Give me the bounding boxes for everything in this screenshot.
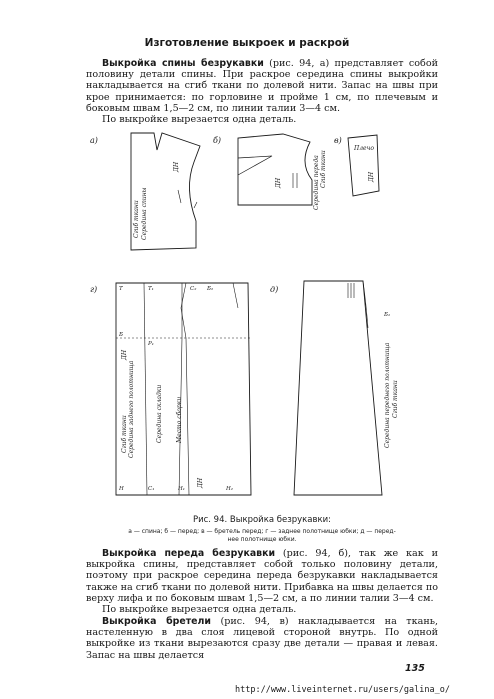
figure-caption-line2: нее полотнище юбки. [227,536,297,543]
pt-P1: Р₁ [148,341,154,347]
d-sgib-tkani: Сгиб ткани [121,415,128,453]
pattern-drawings [86,128,438,511]
d-seredina-skladki: Середина складки [156,384,163,443]
fig-label-d: г) [90,285,98,294]
c-plecho: Плечо [354,145,374,152]
figure-94 [86,128,438,511]
d-dn-2: ДН [197,477,204,488]
back-skirt-outline [116,283,251,495]
e-sgib-tkani: Сгиб ткани [392,380,399,418]
front-pattern-outline [238,134,312,205]
pt-T: Т [119,286,123,292]
paragraph-front-pattern [86,548,438,604]
paragraph-text: (рис. 94, в) накладывается на ткань, настеленную в два слоя лицевой стороной внутрь. По одной выкройке из ткани вырезаются сразу две детали — правая и левая. Запас на швы делается [86,616,438,661]
front-skirt-outline [294,281,382,495]
b-seredina-pereda: Середина переда [313,155,320,210]
figure-caption-line1: а — спина; б — перед; в — бретель перед; г — заднее полотнище юбки; д — перед- [128,528,396,535]
b-dn: ДН [275,177,282,188]
a-sgib-tkani: Сгиб ткани [133,200,140,238]
pt-T1: Т₁ [148,286,154,292]
paragraph-text: (рис. 94, а) представляет собой половину детали спины. При раскрое середина спины выкройки накладывается на сгиб ткани по долевой нити. Запас на швы при крое принимается: по горловине и пройме 1 см, по плечевым и боковым швам 1,5—2 см, по линии талии 3—4 см. [86,58,438,114]
fig-label-b: б) [213,136,222,145]
e-seredina-perednego: Середина переднего полотнища [384,342,391,448]
b-sgib-tkani: Сгиб ткани [320,150,327,188]
running-header: Изготовление выкроек и раскрой [144,37,350,49]
source-url[interactable]: http://www.liveinternet.ru/users/galina_o/ [235,685,450,695]
page-number: 135 [405,663,425,674]
pt-B2: Б₂ [207,286,214,292]
fig-label-a: а) [90,136,98,145]
paragraph-strap-pattern [86,616,438,661]
a-dn: ДН [173,161,180,172]
a-seredina-spiny: Середина спины [141,187,148,240]
paragraph-text: (рис. 94, б), так же как и выкройка спины, представляет собой только половину детали, поэтому при раскрое середина переда безрукавки накладывается также на сгиб ткани по долевой нити. Прибавка на швы делается по верху лифа и по боковым швам 1,5—2 см, а по линии талии 3—4 см. [86,548,438,604]
d-mesto-sborki: Место сборки [176,396,183,443]
pt-C2: С₂ [190,286,197,292]
pt-C1: С₁ [148,486,155,492]
pt-H: Н [119,486,124,492]
fig-label-e: д) [270,285,279,294]
paragraph-bold-lead: Выкройка бретели [102,616,211,627]
figure-caption-title: Рис. 94. Выкройка безрукавки: [192,515,332,525]
c-dn: ДН [368,171,375,182]
pt-H1: Н₁ [178,486,186,492]
d-dn: ДН [121,349,128,360]
paragraph-one-piece-2: По выкройке вырезается одна деталь. [102,604,297,615]
pt-B: Б [119,332,124,338]
paragraph-bold-lead: Выкройка переда безрукавки [102,548,276,559]
d-seredina-zadnego: Середина заднего полотнища [128,360,135,458]
paragraph-one-piece: По выкройке вырезается одна деталь. [102,114,297,125]
paragraph-bold-lead: Выкройка спины безрукавки [102,58,264,69]
pt-H2: Н₂ [226,486,234,492]
fig-label-c: в) [334,136,342,145]
pt-B1: Б₁ [384,312,391,318]
paragraph-back-pattern [86,58,438,114]
